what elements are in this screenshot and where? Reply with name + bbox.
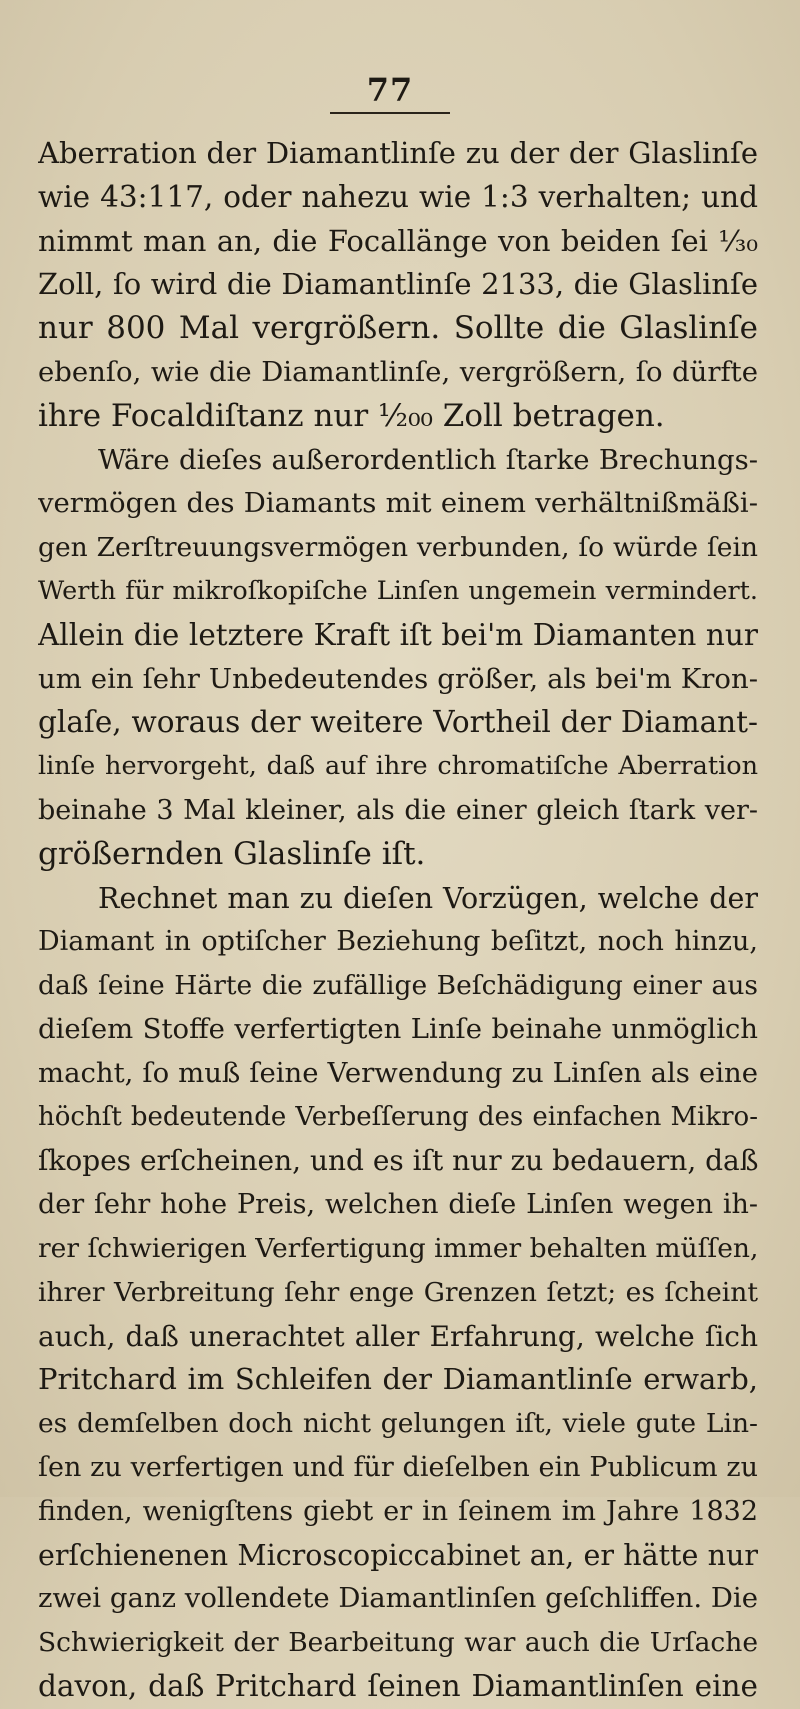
text-line: finden, wenigſtens giebt er in ſeinem im Jahre 1832	[38, 1495, 758, 1527]
text-line: erſchienenen Microscopiccabinet an, er hätte nur	[38, 1538, 758, 1572]
header-rule	[330, 112, 450, 114]
text-line: macht, ſo muß ſeine Verwendung zu Linſen als eine	[38, 1056, 758, 1089]
text-line: Pritchard im Schleifen der Diamantlinſe erwarb,	[38, 1362, 758, 1397]
text-line: nur 800 Mal vergrößern. Sollte die Glaslinſe	[38, 310, 758, 347]
text-line: es demſelben doch nicht gelungen iſt, viele gute Lin-	[38, 1408, 758, 1440]
text-line: gen Zerſtreuungsvermögen verbunden, ſo würde ſein	[38, 532, 758, 564]
text-line: um ein ſehr Unbedeutendes größer, als bei'm Kron-	[38, 662, 758, 695]
text-line: wie 43:117, oder nahezu wie 1:3 verhalten; und	[38, 179, 758, 214]
text-line: Aberration der Diamantlinſe zu der der Glaslinſe	[38, 136, 758, 170]
text-line: höchſt bedeutende Verbeſſerung des einfachen Mikro-	[38, 1101, 758, 1132]
text-line: daß ſeine Härte die zufällige Beſchädigung einer aus	[38, 970, 758, 1002]
page-number: 77	[366, 71, 414, 109]
text-line: Zoll, ſo wird die Diamantlinſe 2133, die Glaslinſe	[38, 267, 758, 302]
text-line: davon, daß Pritchard ſeinen Diamantlinſen eine	[38, 1668, 758, 1703]
text-line: Schwierigkeit der Bearbeitung war auch die Urſache	[38, 1627, 758, 1659]
text-line: Diamant in optiſcher Beziehung beſitzt, noch hinzu,	[38, 926, 758, 958]
text-line: Allein die letztere Kraft iſt bei'm Diamanten nur	[38, 617, 758, 652]
text-line: zwei ganz vollendete Diamantlinſen geſchliffen. Die	[38, 1582, 758, 1615]
text-line: auch, daß unerachtet aller Erfahrung, welche ſich	[38, 1319, 758, 1353]
text-line: ebenſo, wie die Diamantlinſe, vergrößern, ſo dürfte	[38, 355, 758, 388]
text-line: ſkopes erſcheinen, und es iſt nur zu bedauern, daß	[38, 1144, 758, 1178]
text-line: der ſehr hohe Preis, welchen dieſe Linſen wegen ih-	[38, 1189, 758, 1221]
text-line: beinahe 3 Mal kleiner, als die einer gleich ſtark ver-	[38, 794, 758, 826]
text-line: Werth für mikroſkopiſche Linſen ungemein vermindert.	[38, 575, 758, 606]
text-line: dieſem Stoffe verfertigten Linſe beinahe unmöglich	[38, 1012, 758, 1045]
text-line: rer ſchwierigen Verfertigung immer behalten müſſen,	[38, 1232, 758, 1264]
text-line: Wäre dieſes außerordentlich ſtarke Brechungs-	[98, 443, 758, 476]
text-line: linſe hervorgeht, daß auf ihre chromatiſche Aberration	[38, 751, 758, 782]
text-line: vermögen des Diamants mit einem verhältnißmäßi-	[38, 487, 758, 520]
text-line: ſen zu verfertigen und für dieſelben ein Publicum zu	[38, 1451, 758, 1483]
text-line: größernden Glaslinſe iſt.	[38, 835, 426, 872]
body-text	[38, 132, 758, 1709]
text-line: ihrer Verbreitung ſehr enge Grenzen ſetzt; es ſcheint	[38, 1276, 758, 1308]
text-line: glaſe, woraus der weitere Vortheil der Diamant-	[38, 705, 758, 740]
text-line: Rechnet man zu dieſen Vorzügen, welche der	[98, 881, 758, 915]
text-line: nimmt man an, die Focallänge von beiden ſei ¹⁄₃₀	[38, 223, 758, 258]
text-line: ihre Focaldiſtanz nur ¹⁄₂₀₀ Zoll betragen.	[38, 397, 665, 434]
